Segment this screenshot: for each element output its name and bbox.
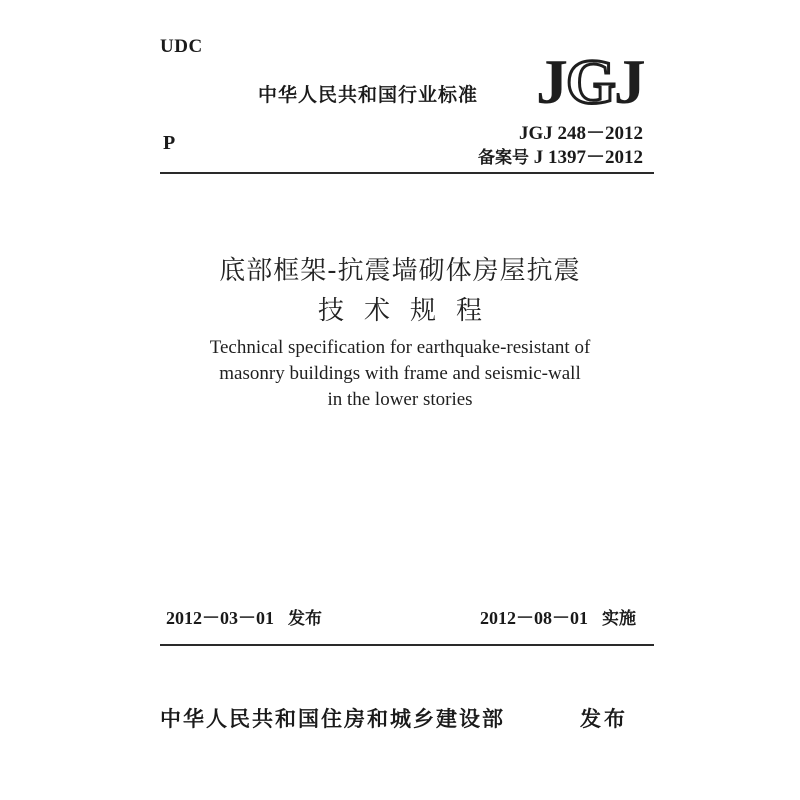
implement-date: 2012－08－01 [480, 608, 588, 628]
logo-letter: J [613, 46, 644, 117]
title-english-line-3: in the lower stories [327, 389, 473, 410]
title-chinese-line-1: 底部框架-抗震墙砌体房屋抗震 [219, 256, 581, 286]
udc-label: UDC [160, 36, 203, 57]
title-chinese-line-2: 技术规程 [317, 296, 502, 326]
jgj-logo [536, 46, 644, 117]
issuing-authority: 中华人民共和国住房和城乡建设部 [160, 707, 505, 731]
title-english-line-1: Technical specification for earthquake-resistant of [209, 337, 591, 358]
standard-number: JGJ 248－2012 [518, 123, 643, 144]
issuer-action: 发布 [580, 707, 628, 731]
implement-date-row [480, 604, 636, 630]
issue-date: 2012－03－01 [166, 608, 274, 628]
record-number-line [478, 142, 643, 169]
logo-letter: G [566, 46, 614, 117]
implement-label: 实施 [602, 609, 636, 629]
record-number: J 1397－2012 [533, 147, 643, 168]
record-label: 备案号 [477, 148, 529, 168]
issue-label: 发布 [288, 609, 322, 629]
classification-mark: P [163, 132, 176, 154]
bottom-divider [160, 644, 654, 646]
logo-letter: J [536, 46, 566, 117]
top-divider [160, 172, 654, 174]
standard-category: 中华人民共和国行业标准 [258, 84, 479, 106]
issue-date-row [166, 604, 322, 630]
title-english-line-2: masonry buildings with frame and seismic-wall [219, 363, 581, 384]
